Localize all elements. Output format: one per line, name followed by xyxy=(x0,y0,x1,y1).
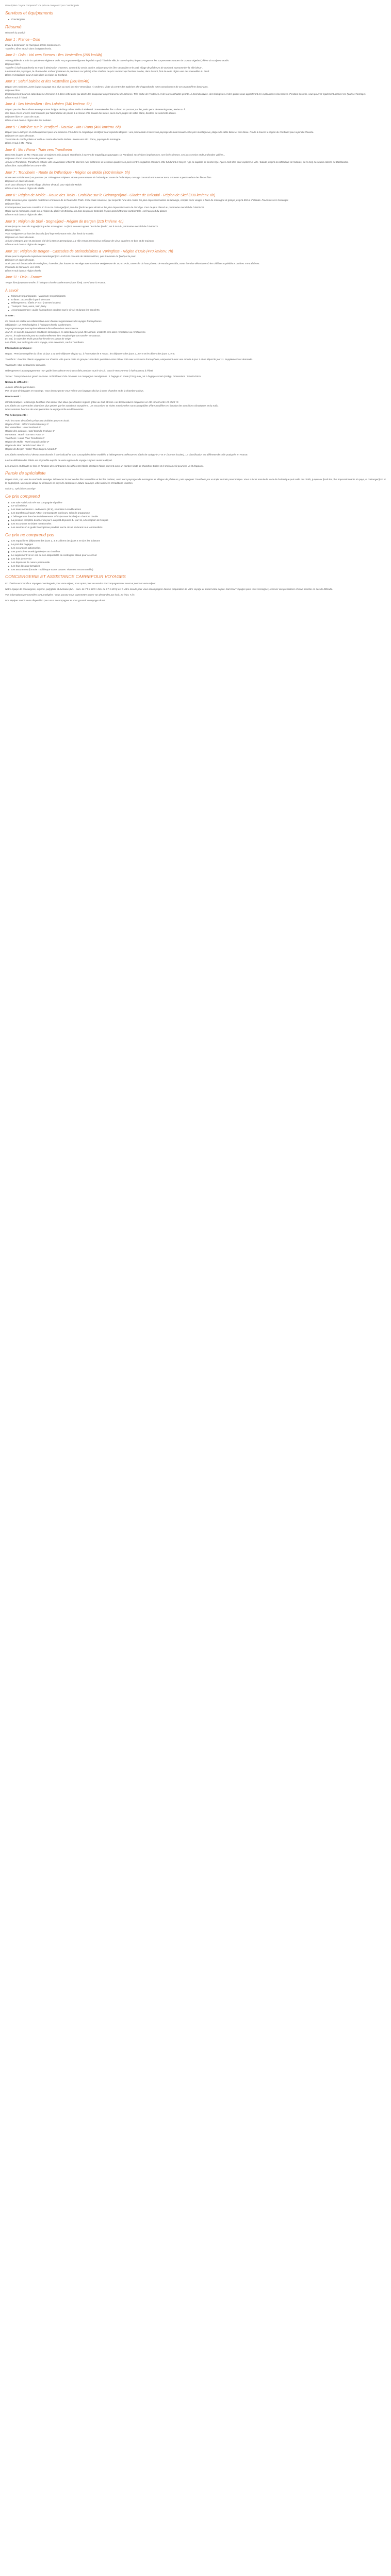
day-line: Déjeuner libre. xyxy=(5,89,21,92)
hotel-item: Îles Vesterålen : Hotel Sortland 3* xyxy=(5,426,41,429)
day-line: Route pour la région du majestueux Hardangerfjord. Arrêt à la cascade de Steinsdalsfoss, puis traversée du fjord par le pont. xyxy=(5,255,136,258)
formalites-heading-text: Informations pratiques : xyxy=(5,347,32,350)
prix-comprend-heading: Ce prix comprend xyxy=(5,493,40,499)
day-line: Arrêt pour voir la cascade de Vøringfoss, l'une des plus hautes de Norvège avec sa chute vertigineuse de 182 m. Puis, traversée du haut plateau de Hardangervidda, vaste étendue désertique où les célèbres expéditions polaires s'entraînèrent. xyxy=(5,262,260,265)
day-line: Départ pour les îles Lofoten en empruntant la ligne de ferry reliant Melbu à Fiskebøl. Traversée des îles Lofoten en passant par les petits ports de Henningsvær, Reine ou Å. xyxy=(5,108,186,111)
prix-comprend-item: Les taxes aériennes + redevance (62 €), soumises à modifications xyxy=(8,508,386,512)
day-line: Dîner et nuit dans la région d'Oslo. xyxy=(5,269,42,272)
bon-heading-text: Bon à savoir : xyxy=(5,395,21,398)
note-heading-text: À noter : xyxy=(5,314,15,317)
day-title: Jour 6 : Mo I Rana - Train vers Trondheim xyxy=(5,148,72,152)
day-line: Dîner et nuit dans la région de Skei. xyxy=(5,213,43,216)
conciergerie-para: En choisissant Carrefour Voyages Conciergerie pour votre séjour, vous optez pour un service d'accompagnement avant et pendant votre séjour. xyxy=(5,582,156,585)
day-line: Petite traversée pour rejoindre Åndalsnes et montée de la Route des Trolls. Cette route sinueuse, qui serpente l'une des routes les plus impressionnantes de Norvège, compte onze virages à flanc de montagne et grimpe jusqu'à 850 m d'altitude. Poursuite vers Geiranger. xyxy=(5,199,289,202)
prix-comprend-item: Les excursions et visites mentionnées xyxy=(8,522,386,526)
hotel-item: Région de Molde : Hotel Scandic Seilet 3* xyxy=(5,440,50,444)
prix-ne-comprend-item: Les dépenses de nature personnelle xyxy=(8,561,386,565)
day-block xyxy=(5,219,386,247)
hebergements-heading xyxy=(5,414,386,417)
day-line: Dîner et nuit dans la région de Bergen. xyxy=(5,243,46,246)
note-line: Jour 6 : le trajet en train peut exceptionnellement être remplacé par un transfert en autocar. xyxy=(5,334,101,337)
hotel-item: Mo I Rana : Hotel Thon Mo I Rana 3* xyxy=(5,433,44,436)
day-line: Visite guidée de 3 h de la capitale norvégienne Oslo. Au programme figurent le palais royal, l'hôtel de ville, le nouvel opéra, le parc Frogner et les surprenantes statues de Gustav Vigeland, élève du sculpteur Rodin. xyxy=(5,59,230,62)
prix-comprend-item: L'hébergement dans les établissements 3*/4* (normes locales) en chambre double xyxy=(8,515,386,519)
day-line: Poursuite de l'itinéraire vers Oslo. xyxy=(5,265,41,268)
niveau-line: Aucune difficulté particulière. xyxy=(5,386,36,389)
day-line: Embarquement pour une croisière d'1 h sur le Geirangerfjord, l'un des fjords les plus étroits et les plus impressionnants de Norvège. Il est de plus classé au patrimoine mondial de l'UNESCO. xyxy=(5,206,205,209)
formalites-line: Transports : Bus de tourisme climatisé. xyxy=(5,363,46,366)
day-block xyxy=(5,53,386,77)
day-title: Jour 10 : Région de Bergen - Cascades de Steinsdalsfoss & Vøringfoss - Région d'Oslo (470 km/env. 7h) xyxy=(5,249,173,253)
niveau-line: Pas de port de bagages en Norvège. Vous devrez porter vous-même vos bagages du bus à votre chambre et de la chambre au bus. xyxy=(5,389,144,393)
savoir-heading: À savoir xyxy=(5,287,19,293)
services-list xyxy=(8,18,386,22)
hotel-item: Région de Bergen : Hotel Thon Bergen Airport 4* xyxy=(5,447,57,450)
prix-comprend-item: Les services d'un guide francophone pendant tout le circuit et durant tous les transferts xyxy=(8,526,386,530)
day-line: Dîner libre. Nuit à l'hôtel en centre-ville. xyxy=(5,164,47,167)
day-title: Jour 11 : Oslo - France xyxy=(5,276,42,280)
day-line: Dîner et nuit à Mo I Rana. xyxy=(5,141,32,144)
bon-line: Climat nordique : la Norvège bénéficie d'un climat plus doux que d'autres régions grâce au Gulf Stream. Les températures moyennes en été varient entre 15 et 25 °C. xyxy=(5,401,179,404)
savoir-item: Enfants : accessible à partir de 8 ans xyxy=(8,298,386,302)
day-line: Déjeuner libre. xyxy=(5,202,21,206)
day-block xyxy=(5,125,386,145)
prix-ne-comprend-item: Les frais de service xyxy=(8,557,386,561)
day-line: Descente la gare de Mo I Rana pour un trajet en train jusqu'à Trondheim à travers de magnifiques paysages : le Nordland, ses rivières impétueuses, ses forêts denses, ses lacs sereins et de profondes vallées... xyxy=(5,154,225,157)
day-line: Arrivée à Trondheim. Trondheim est une ville universitaire influente dont les rues piétonnes et les vieux quartiers en plein centre s'égaillent d'histoire. Elle fut durant le Moyen Age, la capitale de la Norvège. Après-midi libre pour explorer la ville : balade jusqu'à la cathédrale de Nidaros, ou le long des quais colorés de Bakklandet. xyxy=(5,160,349,163)
formalites-heading xyxy=(5,347,386,350)
niveau-heading xyxy=(5,381,386,384)
day-line: Déjeuner libre. xyxy=(5,229,21,232)
day-line: Dîner et nuit dans la région des îles Lofoten. xyxy=(5,118,52,122)
formalites-line: Transferts : Pour les clients voyageant sur d'autres vols que le reste du groupe : transferts possibles entre 08h et 23h avec assistance francophone, uniquement avec une arrivée le jour 1 et un départ le jour 11. Supplément sur demande. xyxy=(5,358,253,361)
niveau-heading-text: Niveau de difficulté : xyxy=(5,380,28,383)
guide-credit: Guide 1, spécialiste Norvège xyxy=(5,487,36,490)
day-title: Jour 3 : Safari baleine et Iles Vesterålen (260 km/4h) xyxy=(5,80,90,84)
day-line: Déjeuner en cours de route. xyxy=(5,258,35,261)
note-line: Obligatoire : un test d'antigène à l'aéroport d'Oslo Gardermoen. xyxy=(5,323,72,326)
day-title: Jour 4 : Iles Vesterålen - Iles Lofoten (340 km/env. 6h) xyxy=(5,103,92,107)
parole-text: Depuis Oslo, cap vers le nord de la Norvège. Découvrez la mer ou des îles Vesterålen et les îles Lofoten, avec leurs paysages de montagnes et villages de pêcheurs, puis rejoignez Trondheim par un trajet en train panoramique. Vous suivrez ensuite la route de l'Atlantique puis celle des Trolls, jusqu'aux fjords les plus impressionnants du pays, le Geirangerfjord et le Sognefjord. Une façon idéale de découvrir ce pays de contrastes : nature sauvage, villes animées et traditions vivantes. xyxy=(5,478,386,485)
note-line: En mai, la route des Trolls peut être fermée en raison de neige. xyxy=(5,337,72,341)
day-line: Départ vers Andenes, porte la plus sauvage et la plus au nord des Iles Vesterålen. À Andenes, visite du centre des Baleines afin d'approfondir votre connaissance de ces mammifères fascinants. xyxy=(5,85,208,88)
hotel-item: Trondheim : Hotel Thon Trondheim 3* xyxy=(5,437,45,440)
bon-line: Nous sommes heureux de vous présenter ce voyage riche en découvertes. xyxy=(5,408,84,411)
conciergerie-heading: CONCIERGERIE ET ASSISTANCE CARREFOUR VOYAGES xyxy=(5,574,126,580)
day-line: Départ pour Lødingen et embarquement pour une croisière d'1 h dans le magnifique Vestfjord pour rejoindre Bognes : une promenade à travers un paysage de toute beauté entre pics montagneux, plages de sable blanc et mer bleue. Route à travers la région du Nordland pour rejoindre Rauske. xyxy=(5,131,314,134)
day-block xyxy=(5,102,386,122)
services-heading: Services et équipements xyxy=(5,10,54,15)
day-line: Route jusqu'au rives du Sognefjord que les montagnes. Le fjord, souvent appelé "le roi des fjords", est à tout du patrimoine mondial de l'UNESCO. xyxy=(5,225,159,228)
bon-block xyxy=(5,401,386,412)
day-block xyxy=(5,275,386,284)
day-block xyxy=(5,249,386,273)
day-title: Jour 5 : Croisière sur le Vestfjord - Rauske - Mo I Rana (400 km/env. 6h) xyxy=(5,125,121,129)
day-line: La beauté des paysages, le charme des rorbuer (cabanes de pêcheurs sur pilotis) et les chaînes de pics rocheux qui bordent la côte, dans le vent, font de cette région une des merveilles du Nord. xyxy=(5,70,210,73)
day-line: Déjeuner libre en cours de route. xyxy=(5,115,40,118)
hotel-item: Région de Skei : Hotel Grand Skei 3* xyxy=(5,444,44,447)
day-block xyxy=(5,171,386,191)
formalites-line: Hébergement / accompagnement : Un guide francophone est à vos côtés pendant tout le circuit. Vous le rencontrerez à l'aéroport ou à l'hôtel. xyxy=(5,369,154,372)
day-line: Arrêt pour découvrir le petit village pêcheur de Bud, pour rejoindre Molde. xyxy=(5,183,83,186)
prix-comprend-item: Les vols Paris/Oslo A/R sur compagnie régulière xyxy=(8,501,386,505)
bon-line: Les hôtels ont souvent des chambres plus petites que les standards européens. Les excursions et visites mentionnées sont susceptibles d'être modifiées en fonction des conditions climatiques et du trafic. xyxy=(5,404,219,408)
day-line: Ces lieux et ces univers sont marqués par l'abondance de pêche à la morue et la beauté des côtes, avec leurs plages de sable blanc, bordées de sommets acérés. xyxy=(5,111,176,114)
day-line: Déjeuner en cours de route. xyxy=(5,134,35,137)
formalites-line: Tenue : Transport en bus grand tourisme. Vol intérieur Oslo / Evenes sur compagnie norvégienne : 1 bagage en soute (23 kg max.) et 1 bagage à main (10 kg). Dimensions : 55x40x20cm. xyxy=(5,375,202,378)
day-block xyxy=(5,38,386,50)
conciergerie-block xyxy=(5,582,386,603)
day-line: Dîner et installation pour 2 nuits dans la région de Sortland. xyxy=(5,73,68,76)
itinerary xyxy=(5,38,386,285)
day-title: Jour 7 : Trondheim - Route de l'Atlantique - Région de Molde (300 km/env. 5h) xyxy=(5,171,130,175)
resume-subtitle: Résumé du produit xyxy=(5,31,25,35)
prix-ne-comprend-item: Le supplément vol en cas de non-disponibilité du contingent alloué pour ce circuit xyxy=(8,554,386,557)
day-block xyxy=(5,79,386,99)
day-line: Déjeuner à bord sous forme de paniers repas. xyxy=(5,157,54,160)
parole-heading: Parole de spécialiste xyxy=(5,470,46,476)
hebergements-heading-text: Vos hébergements : xyxy=(5,413,28,416)
day-line: Temps libre jusqu'au transfert à l'aéroport d'Oslo Gardermoen (sans libre). Envol pour la France. xyxy=(5,281,106,284)
top-line: Description Ce prix comprend : Ce prix ne comprend pas Conciergerie xyxy=(5,4,79,7)
conciergerie-para: Vos informations personnelles sont protégées : vous pouvez nous transmettre toutes vos demandes par écrit, 24 h/24, 7 j/7. xyxy=(5,593,135,596)
savoir-list xyxy=(8,295,386,312)
prix-ne-comprend-item: Les assurances (formule "multirisque toutes causes" vivement recommandée) xyxy=(8,568,386,572)
day-title: Jour 1 : France - Oslo xyxy=(5,38,40,42)
prix-ne-comprend-heading: Ce prix ne comprend pas xyxy=(5,532,54,537)
day-line: Route par la montagne, route sur la région du glacier de Briksdal, un bras du glacier Jostedal, le plus grand d'Europe continentale. Arrêt au pied du glacier. xyxy=(5,209,168,212)
note-line: Jour 3 : en cas de mauvaises conditions climatiques, le safari baleine peut être annulé. L'activité sera alors remplacée ou remboursée. xyxy=(5,330,146,333)
hebergements-list xyxy=(5,423,386,451)
niveau-block xyxy=(5,386,386,393)
day-line: Transfert, dîner et nuit dans la région d'Oslo. xyxy=(5,47,52,50)
note-block xyxy=(5,320,386,345)
bon-heading xyxy=(5,395,386,399)
formalites-block xyxy=(5,352,386,378)
resume-heading: Résumé xyxy=(5,24,22,29)
deposit-note: Les arrivées et départs se font en fonction des contraintes des différents hôtels. Certains hôtels peuvent avoir un nombre limité de chambres triples et le troisième lit peut être un lit d'appoint. xyxy=(5,464,204,467)
page xyxy=(5,4,386,603)
day-title: Jour 8 : Région de Molde - Route des Trolls - Croisière sur le Geirangerfjord - Glacier de Briksdal - Région de Skei (330 km/env. 6h) xyxy=(5,193,216,197)
note-line: Ce circuit est réalisé en collaboration avec d'autres organisateurs de voyages francophones. xyxy=(5,320,102,323)
prix-comprend-list xyxy=(8,501,386,530)
day-line: Déjeuner en cours de route. xyxy=(5,235,35,239)
savoir-item: Accompagnement : guide francophone pendant tout le circuit et durant les transferts xyxy=(8,309,386,312)
day-title: Jour 2 : Oslo - Vol vers Evenes - Iles Vesterålen (255 km/4h) xyxy=(5,54,102,58)
formalites-line: Repas : Pension complète du dîner du jour 1 au petit-déjeuner du jour 11, à l'exception de 5 repas : les déjeuners des jours 2, 3 et 8 et les dîners des jours 4, et 6. xyxy=(5,352,175,355)
day-line: Envol à destination de l'aéroport d'Oslo Gardermoen. xyxy=(5,43,61,46)
day-line: Route vers Kristiansund, en passant par Orkanger et Vinjeøra. Route panoramique de l'Atlantique : route de l'Atlantique, ouvrage construit entre mer et terre, à travers 8 ponts reliant des îles et îlots. xyxy=(5,176,213,179)
hotel-note: Les hôtels mentionnés ci-dessus sont donnés à titre indicatif et sont susceptibles d'être modifiés. L'hébergement s'effectue en hôtels de catégorie 3* et 4* (normes locales). La classification est différente de celle pratiquée en France. xyxy=(5,453,248,456)
savoir-item: Hébergement : hôtels 3* et 4* (normes locales) xyxy=(8,301,386,305)
hebergements-intro: Voici les noms des hôtels prévus ou similaires pour ce circuit : xyxy=(5,419,70,422)
prix-ne-comprend-item: Les excursions optionnelles xyxy=(8,547,386,550)
day-line: Traversée du cercle polaire et arrêt au centre du Cercle Polaire. Route vers Mo I Rana, paysage de montagne. xyxy=(5,138,121,141)
prix-ne-comprend-item: Le port des bagages xyxy=(8,543,386,547)
note-heading xyxy=(5,314,386,318)
prix-ne-comprend-item: Les frais liés aux formalités xyxy=(8,565,386,568)
prix-ne-comprend-list xyxy=(8,539,386,571)
day-line: Arrivée à Bergen, port et ancienne cité de la Hanse germanique. La ville est un harmonieux mélange de vieux quartiers en bois et de maisons. xyxy=(5,239,155,242)
day-line: Déjeuner en cours de route. xyxy=(5,180,35,183)
prix-comprend-item: La pension complète du dîner du jour 1 au petit-déjeuner du jour 11, à l'exception de 5 repas xyxy=(8,519,386,522)
service-item: Conciergerie xyxy=(8,18,386,22)
savoir-item: Transport : bus, avion, train, ferry xyxy=(8,305,386,309)
day-line: Déjeuner libre. xyxy=(5,62,21,65)
day-line: Embarquement pour un safari baleine d'environ 2 h dans cette zone qui abrite des troupeaux en permanence de baleines. Très sortie de l'Andenes et de leurs cachalots géants. À bord du navire, des biologistes et des guides vous apporteront les explications nécessaires. Pendant la sortie, vous pourrez également admirer les fjords et l'archipel. xyxy=(5,92,366,95)
day-line: Dîner et nuit dans la région de Molde. xyxy=(5,187,45,190)
day-block xyxy=(5,193,386,217)
note-line: Les hôtels, tout au long de votre voyage, sont excentrés, sauf à Trondheim. xyxy=(5,341,85,344)
prix-comprend-item: Les transferts aéroport A/R et les transports intérieurs, selon le programme xyxy=(8,512,386,515)
hotel-note-2: La liste définitive des hôtels est disponible auprès de votre agence de voyage 15 jours avant le départ. xyxy=(5,459,113,462)
day-title: Jour 9 : Région de Skei - Sognefjord - Région de Bergen (215 km/env. 4h) xyxy=(5,219,124,224)
prix-comprend-item: Le vol intérieur xyxy=(8,504,386,508)
hotel-item: Région d'Oslo : Hôtel Comfort Runway 3* xyxy=(5,422,49,426)
prix-ne-comprend-item: Les pourboires usuels (guides) et au chauffeur xyxy=(8,550,386,554)
hotel-item: Région des Lofoten : Hotel Scandic Svolvaer 3* xyxy=(5,430,55,433)
day-line: Dîner et nuit à l'hôtel. xyxy=(5,96,28,99)
prix-ne-comprend-item: Les repas libres (déjeuners des jours 2, 3, 8 ; dîners des jours 4 et 6) et les boissons xyxy=(8,539,386,543)
day-line: Transfert à l'aéroport d'Oslo et envol à destination d'Evenes, au nord du cercle polaire. Départ pour les îles Vesterålen et le petit village de pêcheurs de Sortland, surnommée "la ville bleue". xyxy=(5,66,203,69)
day-line: Vous naviguerez sur l'un des bras du fjord impressionnant et le plus étroit du monde. xyxy=(5,232,94,235)
conciergerie-para: Notre équipe de conciergerie, experte, polyglotte et humaine (lun. - sam. de 7 h à 20 h / dim. de 8 h à 20 h) est à votre écoute pour vous accompagner dans la préparation de votre voyage et durant votre séjour. Carrefour Voyages pour vous renseigner, réserver vos prestations et vous assister en cas de difficulté. xyxy=(5,588,333,591)
savoir-item: Minimum: 2 participants - Maximum: 45 participants xyxy=(8,295,386,298)
note-line: Le programme peut exceptionnellement être effectué en sens inverse. xyxy=(5,327,79,330)
day-block xyxy=(5,148,386,168)
conciergerie-para: Nos équipes sont à votre disposition pour vous accompagner et vous garantir un voyage réussi. xyxy=(5,599,106,602)
